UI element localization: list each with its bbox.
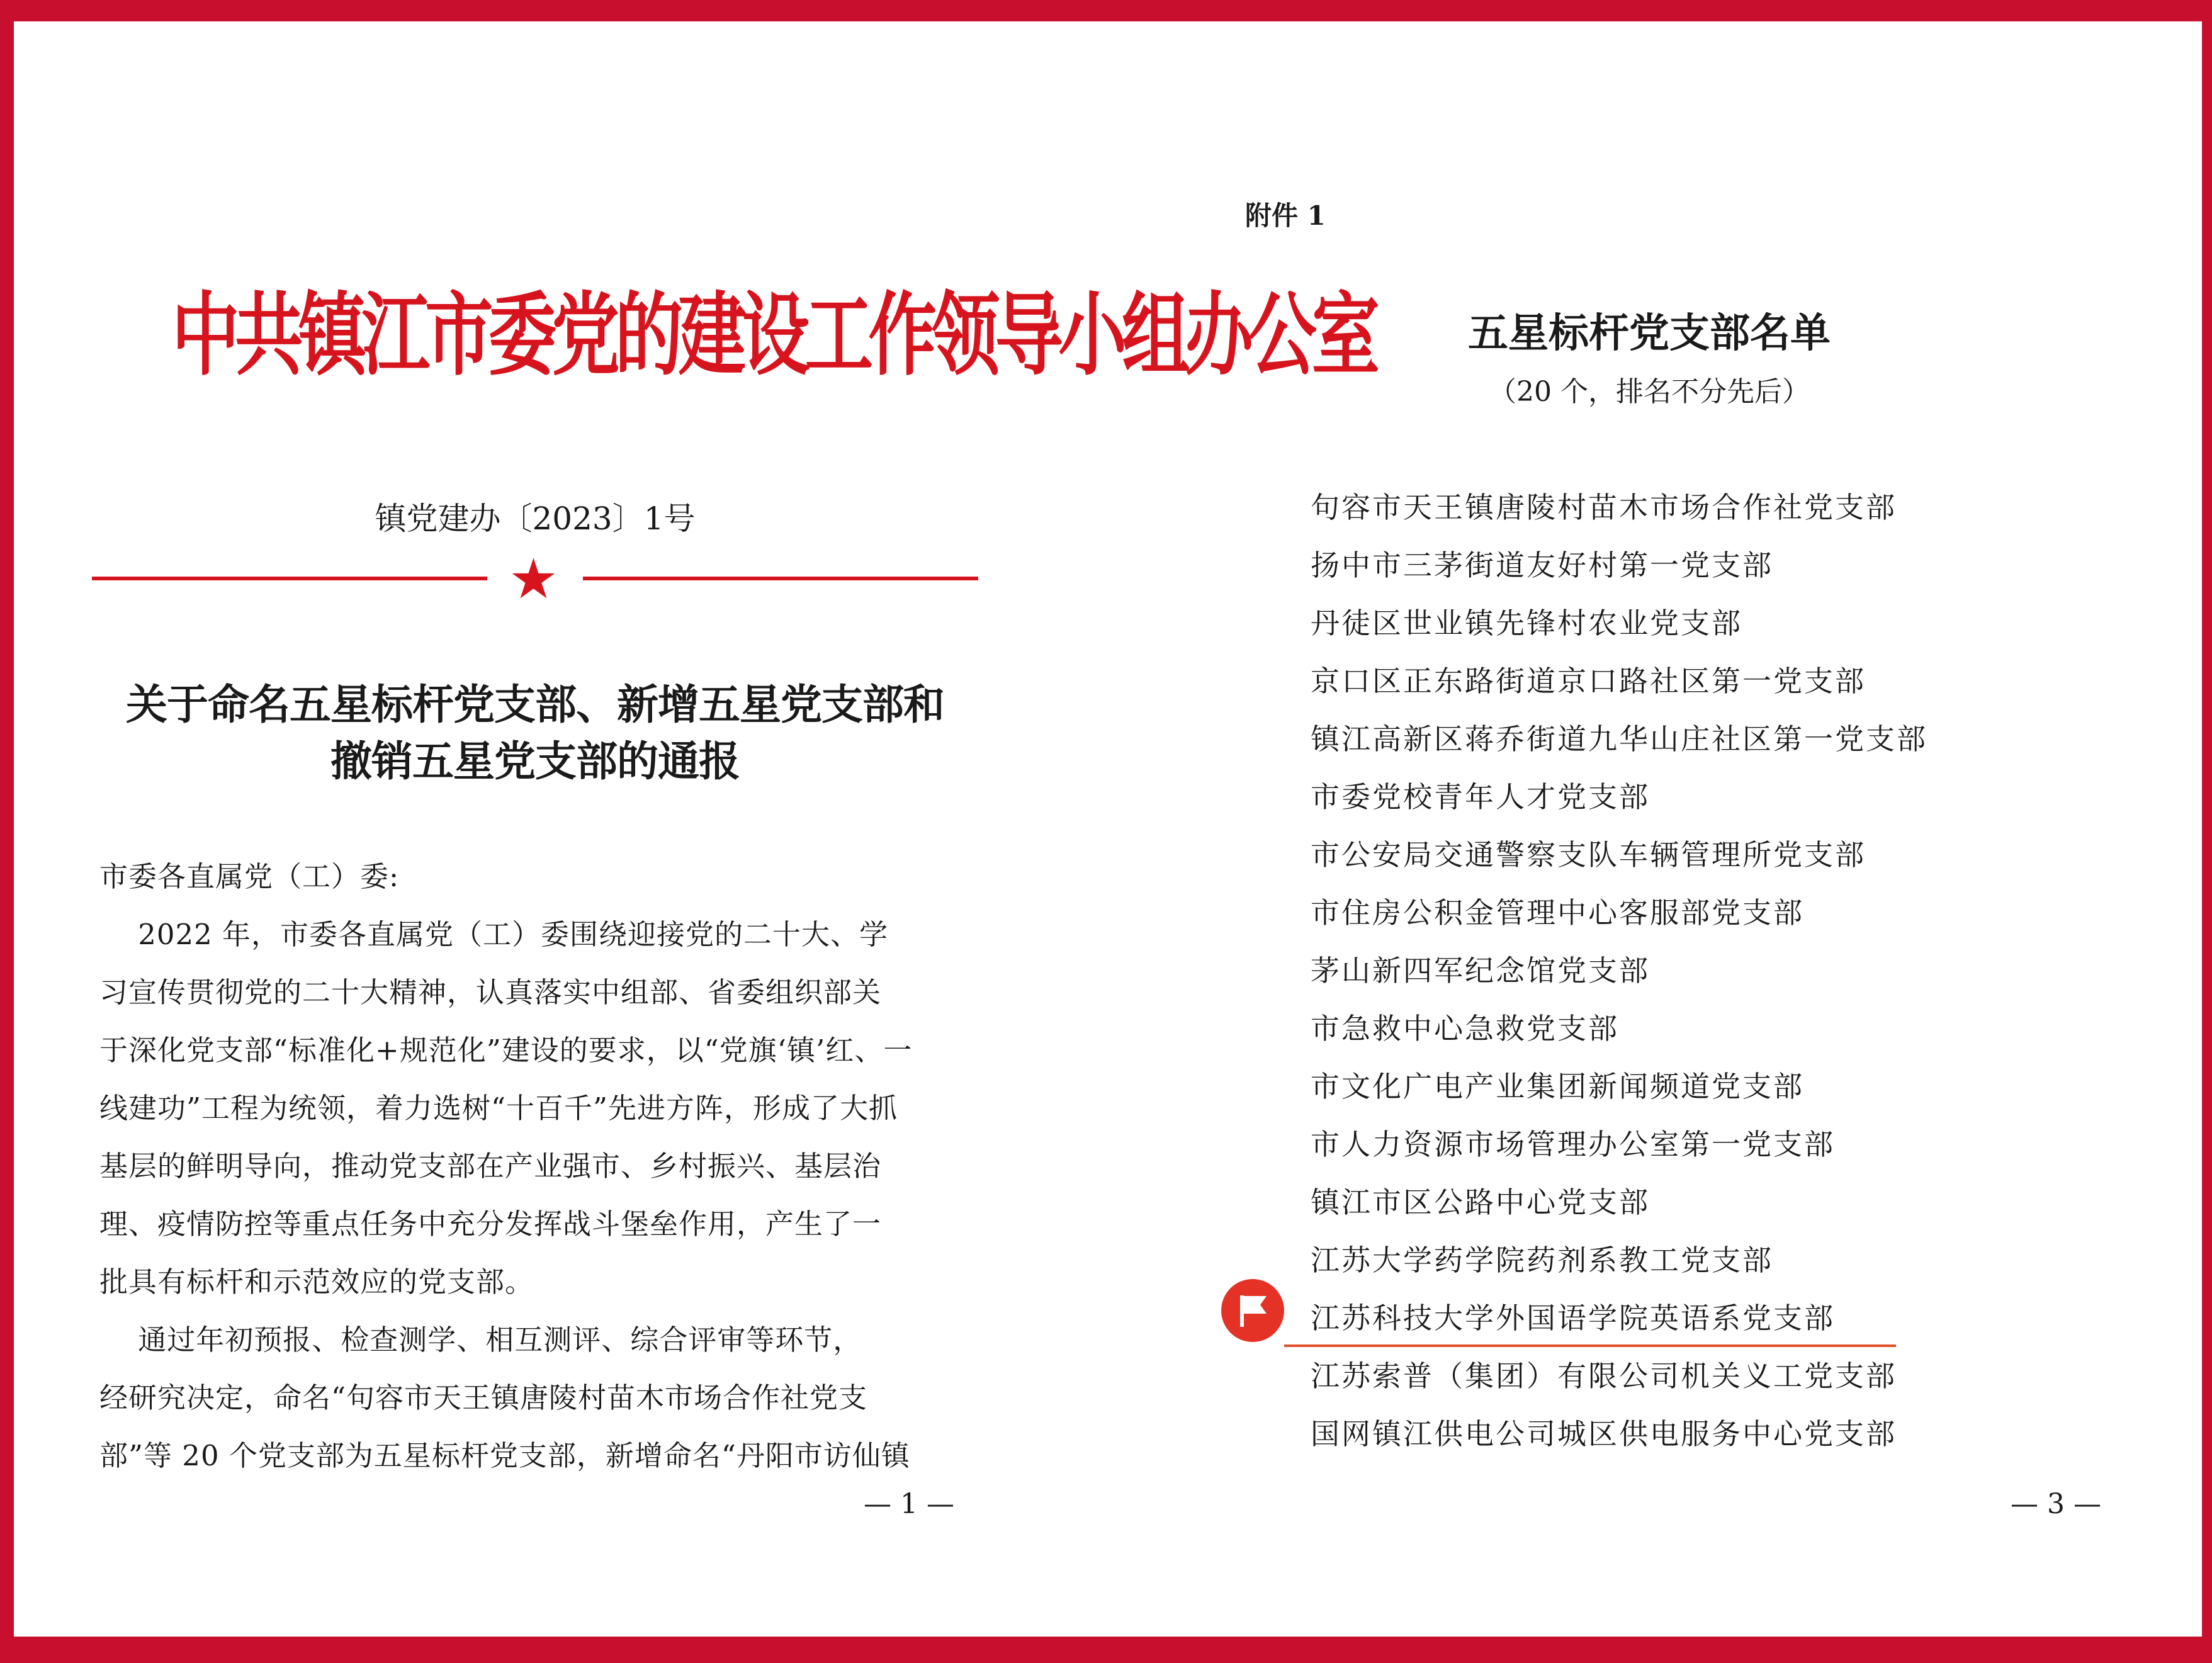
list-item: 扬中市三茅街道友好村第一党支部 [1311, 548, 1773, 582]
body-line: 基层的鲜明导向，推动党支部在产业强市、乡村振兴、基层治 [99, 1149, 882, 1183]
flag-icon[interactable] [1221, 1279, 1284, 1342]
body-line: 经研究决定，命名“句容市天王镇唐陵村苗木市场合作社党支 [99, 1381, 868, 1414]
red-rule-right [583, 577, 978, 580]
body-line: 于深化党支部“标准化+规范化”建设的要求，以“党旗‘镇’红、一 [99, 1034, 913, 1067]
doc-number: 镇党建办〔2023〕1号 [375, 500, 696, 537]
list-item: 茅山新四军纪念馆党支部 [1311, 954, 1650, 988]
list-item: 句容市天王镇唐陵村苗木市场合作社党支部 [1311, 490, 1897, 524]
list-item: 丹徒区世业镇先锋村农业党支部 [1311, 606, 1742, 640]
body-line: 习宣传贯彻党的二十大精神，认真落实中组部、省委组织部关 [99, 976, 882, 1009]
list-item: 京口区正东路街道京口路社区第一党支部 [1311, 664, 1866, 698]
list-item: 市急救中心急救党支部 [1311, 1012, 1619, 1046]
list-item: 镇江市区公路中心党支部 [1311, 1185, 1650, 1219]
salutation: 市委各直属党（工）委: [99, 860, 400, 893]
list-item: 镇江高新区蒋乔街道九华山庄社区第一党支部 [1311, 722, 1927, 756]
red-rule-left [92, 577, 487, 580]
list-item: 市人力资源市场管理办公室第一党支部 [1311, 1127, 1835, 1161]
list-item: 市委党校青年人才党支部 [1311, 780, 1650, 814]
list-subtitle: （20 个，排名不分先后） [1489, 376, 1810, 408]
attachment-label: 附件 1 [1245, 200, 1326, 231]
list-item: 江苏索普（集团）有限公司机关义工党支部 [1311, 1359, 1897, 1393]
body-line: 通过年初预报、检查测学、相互测评、综合评审等环节， [99, 1323, 862, 1356]
list-item-highlighted: 江苏科技大学外国语学院英语系党支部 [1311, 1301, 1835, 1335]
body-line: 理、疫情防控等重点任务中充分发挥战斗堡垒作用，产生了一 [99, 1207, 882, 1241]
list-item: 市住房公积金管理中心客服部党支部 [1311, 896, 1804, 930]
highlight-underline [1284, 1344, 1896, 1347]
list-item: 市公安局交通警察支队车辆管理所党支部 [1311, 838, 1866, 872]
list-item: 国网镇江供电公司城区供电服务中心党支部 [1311, 1417, 1897, 1451]
body-line: 线建功”工程为统领，着力选树“十百千”先进方阵，形成了大抓 [99, 1091, 898, 1125]
list-title: 五星标杆党支部名单 [1468, 310, 1831, 357]
body-line: 部”等 20 个党支部为五星标杆党支部，新增命名“丹阳市访仙镇 [99, 1439, 910, 1472]
list-item: 江苏大学药学院药剂系教工党支部 [1311, 1243, 1773, 1277]
page-number-right: — 3 — [2011, 1488, 2101, 1520]
org-title: 中共镇江市委党的建设工作领导小组办公室 [171, 281, 1375, 388]
list-item: 市文化广电产业集团新闻频道党支部 [1311, 1069, 1804, 1103]
red-star-icon: ★ [509, 546, 558, 611]
notice-title-line-1: 关于命名五星标杆党支部、新增五星党支部和 [126, 680, 944, 729]
body-line: 2022 年，市委各直属党（工）委围绕迎接党的二十大、学 [99, 918, 889, 951]
body-line: 批具有标杆和示范效应的党支部。 [99, 1265, 534, 1299]
page-number-left: — 1 — [864, 1488, 954, 1520]
notice-title-line-2: 撤销五星党支部的通报 [330, 736, 740, 786]
